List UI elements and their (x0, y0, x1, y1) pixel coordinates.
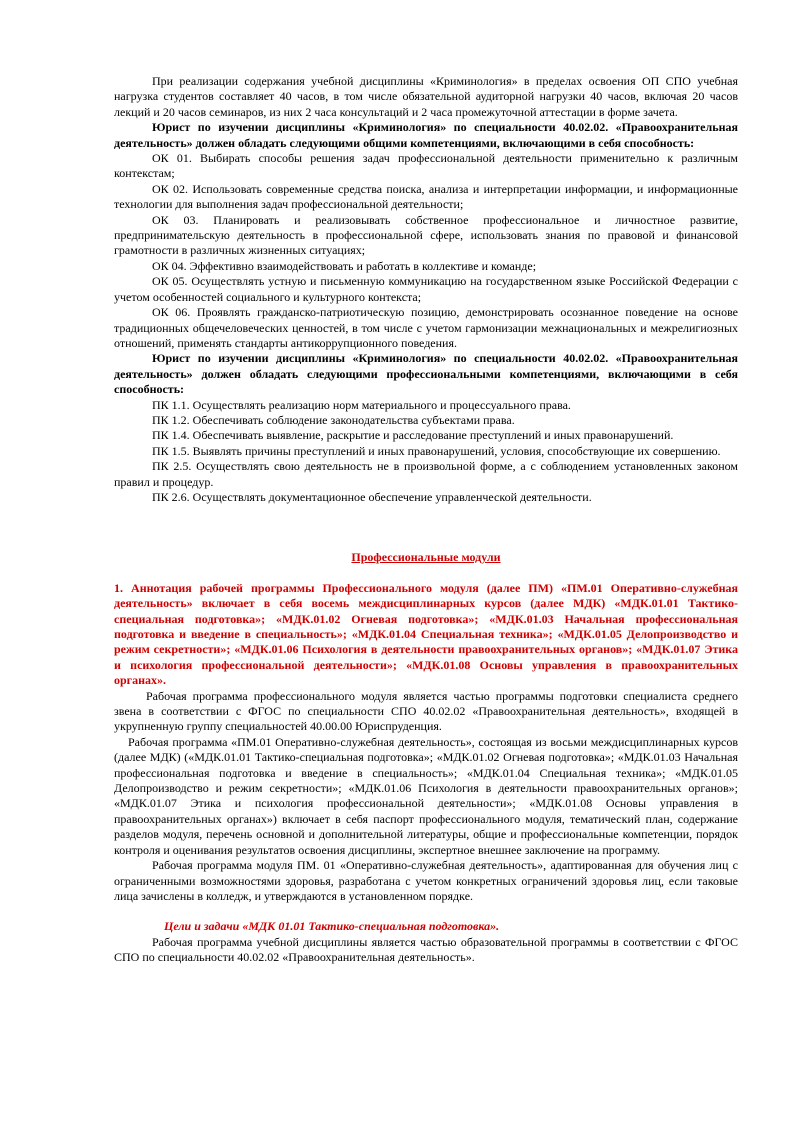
paragraph-program-part: Рабочая программа профессионального модуля является частью программы подготовки специалиста среднего звена в соответствии с ФГОС по специальности СПО 40.02.02 «Правоохранительная деятельность», входящей в укрупненную группу специальностей 40.00.00 Юриспруденция. (114, 688, 738, 734)
paragraph-discipline-program: Рабочая программа учебной дисциплины является частью образовательной программы в соответствии с ФГОС СПО по специальности 40.02.02 «Правоохранительная деятельность». (114, 934, 738, 965)
competency-ok06: ОК 06. Проявлять гражданско-патриотическую позицию, демонстрировать осознанное поведение на основе традиционных общечеловеческих ценностей, в том числе с учетом гармонизации межнациональных и межрелигиозных отношений, применять стандарты антикоррупционного поведения. (114, 305, 738, 350)
competency-ok03: ОК 03. Планировать и реализовывать собственное профессиональное и личностное развитие, предпринимательскую деятельность в профессиональной сфере, использовать знания по правовой и финансовой грамотности в различных жизненных ситуациях; (114, 212, 738, 258)
competency-ok01: ОК 01. Выбирать способы решения задач профессиональной деятельности применительно к различным контекстам; (114, 151, 738, 181)
section-title-professional-modules: Профессиональные модули (351, 550, 501, 565)
paragraph-workload: При реализации содержания учебной дисциплины «Криминология» в пределах освоения ОП СПО учебная нагрузка студентов составляет 40 часов, в том числе обязательной аудиторной нагрузки 40 часов, включая 20 часов лекций и 20 часов семинаров, из них 2 часа консультаций и 2 часа промежуточной аттестации в форме зачета. (114, 74, 738, 119)
competency-ok04: ОК 04. Эффективно взаимодействовать и работать в коллективе и команде; (152, 258, 537, 273)
annotation-heading: 1. Аннотация рабочей программы Профессионального модуля (далее ПМ) «ПМ.01 Оперативно-служебная деятельность» включает в себя восемь междисциплинарных курсов (далее МДК) «МДК.01.01 Тактико-специальная подготовка»; «МДК.01.02 Огневая подготовка»; «МДК.01.03 Начальная профессиональная подготовка и введение в специальность»; «МДК.01.04 Специальная техника»; «МДК.01.05 Делопроизводство и режим секретности»; «МДК.01.06 Психология в деятельности правоохранительных органов»; «МДК.01.07 Этика и психология профессиональной деятельности»; «МДК.01.08 Основы управления в правоохранительных органах». (114, 580, 738, 688)
document-page (114, 74, 738, 966)
competency-ok02: ОК 02. Использовать современные средства поиска, анализа и интерпретации информации, и информационные технологии для выполнения задач профессиональной деятельности; (114, 181, 738, 212)
competency-pk15: ПК 1.5. Выявлять причины преступлений и иных правонарушений, условия, способствующие их совершению. (152, 443, 721, 458)
competency-pk25: ПК 2.5. Осуществлять свою деятельность не в произвольной форме, а с соблюдением установленных законом правил и процедур. (114, 459, 738, 489)
paragraph-adapted-program: Рабочая программа модуля ПМ. 01 «Оперативно-служебная деятельность», адаптированная для обучения лиц с ограниченными возможностями здоровья, разработана с учетом конкретных ограничений здоровья лиц, если таковые лица зачислены в колледж, и утверждаются в установленном порядке. (114, 858, 738, 903)
paragraph-program-structure: Рабочая программа «ПМ.01 Оперативно-служебная деятельность», состоящая из восьми междисциплинарных курсов (далее МДК) («МДК.01.01 Тактико-специальная подготовка»; «МДК.01.02 Огневая подготовка»; «МДК.01.03 Начальная профессиональная подготовка и введение в специальность»; «МДК.01.04 Специальная техника»; «МДК.01.05 Делопроизводство и режим секретности»; «МДК.01.06 Психология в деятельности правоохранительных органов»; «МДК.01.07 Этика и психология профессиональной деятельности»; «МДК.01.08 Основы управления в правоохранительных органах») включает в себя паспорт профессионального модуля, тематический план, содержание разделов модуля, перечень основной и дополнительной литературы, общие и профессиональные компетенции, порядок контроля и оценивания результатов освоения дисциплины, экспертное внешнее заключение на программу. (114, 734, 738, 857)
heading-professional-competencies: Юрист по изучении дисциплины «Криминология» по специальности 40.02.02. «Правоохранительная деятельность» должен обладать следующими профессиональными компетенциями, включающими в себя способность: (114, 351, 738, 397)
heading-general-competencies: Юрист по изучении дисциплины «Криминология» по специальности 40.02.02. «Правоохранительная деятельность» должен обладать следующими общими компетенциями, включающими в себя способность: (114, 120, 738, 150)
competency-ok05: ОК 05. Осуществлять устную и письменную коммуникацию на государственном языке Российской Федерации с учетом особенностей социального и культурного контекста; (114, 274, 738, 304)
goals-heading: Цели и задачи «МДК 01.01 Тактико-специальная подготовка». (164, 919, 500, 934)
competency-pk11: ПК 1.1. Осуществлять реализацию норм материального и процессуального права. (152, 397, 571, 412)
competency-pk12: ПК 1.2. Обеспечивать соблюдение законодательства субъектами права. (152, 412, 515, 427)
competency-pk14: ПК 1.4. Обеспечивать выявление, раскрытие и расследование преступлений и иных правонарушений. (152, 428, 674, 443)
competency-pk26: ПК 2.6. Осуществлять документационное обеспечение управленческой деятельности. (152, 489, 592, 504)
